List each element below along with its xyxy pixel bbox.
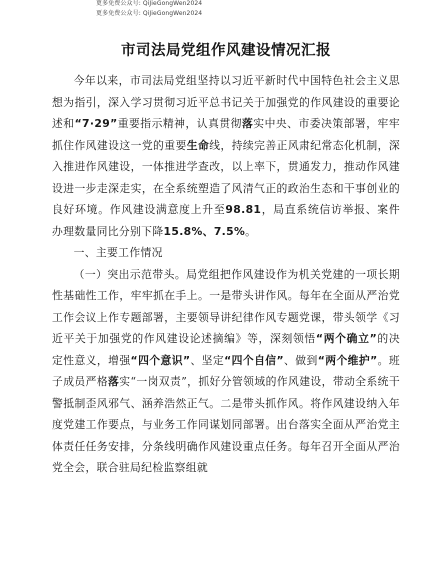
sub1-text-3: 、坚定 <box>190 353 225 367</box>
section-heading: 一、主要工作情况 <box>73 246 163 259</box>
intro-bold-satisfaction: 98.81 <box>225 203 262 216</box>
intro-text-4: 线，持续完善正风肃纪常态化机制，深入推进作风建设，一体推进学查改，以上率下，贯通发力，推动作风建设进一步走深走实，在全系统塑造了风清气正的政治生态和干事创业的良好环境。作风建设满意度上升至 <box>52 138 401 216</box>
sub1-text-1: （一）突出示范带头。局党组把作风建设作为机关党建的一项长期性基础性工作，牢牢抓在手上。一是带头讲作风。每年在全面从严治党工作会议上作专题部署，主要领导讲纪律作风专题党课，带头领学《习近平关于加强党的作风建设论述摘编》等，深刻领悟 <box>52 267 400 345</box>
intro-text-1: 今年以来，市司法局党组坚持以习近平新时代中国特色社会主义思想为指引，深入学习贯彻习近平总书记关于加强党的作风建设的重要论述和 <box>52 74 400 130</box>
watermark-line-2: 更多免费公众号: QiJieGongWen2024 <box>96 10 203 17</box>
sub1-bold-luo: 落 <box>108 375 120 388</box>
intro-bold-luo: 落 <box>241 117 254 130</box>
document-title: 市司法局党组作风建设情况汇报 <box>121 43 331 59</box>
intro-text-6: 。 <box>245 224 257 238</box>
sub1-bold-liangge-weihu: “两个维护” <box>317 353 378 367</box>
sub1-bold-sige-yishi: “四个意识” <box>130 353 191 367</box>
sub1-text-4: 、做到 <box>283 353 318 367</box>
intro-text-3: 实中央、市委决策部署，牢牢抓住作风建设这一党的重要 <box>52 117 400 152</box>
sub1-paragraph <box>52 264 400 479</box>
sub1-bold-sige-zixin: “四个自信” <box>224 353 284 367</box>
intro-text-5: ，局直系统信访举报、案件办理数量同比分别下降 <box>52 203 401 238</box>
sub1-bold-liangge-queli: “两个确立” <box>315 332 378 345</box>
intro-bold-percentages: 15.8%、7.5% <box>163 224 246 238</box>
watermark-line-1: 更多免费公众号: QiJieGongWen2024 <box>96 0 203 7</box>
sub1-text-5: 。班子成员严格 <box>52 353 400 388</box>
intro-text-2: 重要指示精神，认真贯彻 <box>117 117 242 130</box>
sub1-text-2: 的决定性意义，增强 <box>52 332 400 367</box>
intro-paragraph <box>52 70 400 242</box>
intro-bold-729: “7·29” <box>74 117 118 130</box>
document-page <box>52 42 400 479</box>
sub1-text-6: 实“一岗双责”，抓好分管领域的作风建设，带动全系统干警抵制歪风邪气、涵养浩然正气。二是带头抓作风。将作风建设纳入年度党建工作要点，与业务工作同谋划同部署。出台落实全面从严治党主体责任任务安排，分条线明确作风建设重点任务。每年召开全面从严治党全会，联合驻局纪检监察组就 <box>52 375 400 474</box>
intro-bold-shengming: 生命 <box>186 138 210 152</box>
